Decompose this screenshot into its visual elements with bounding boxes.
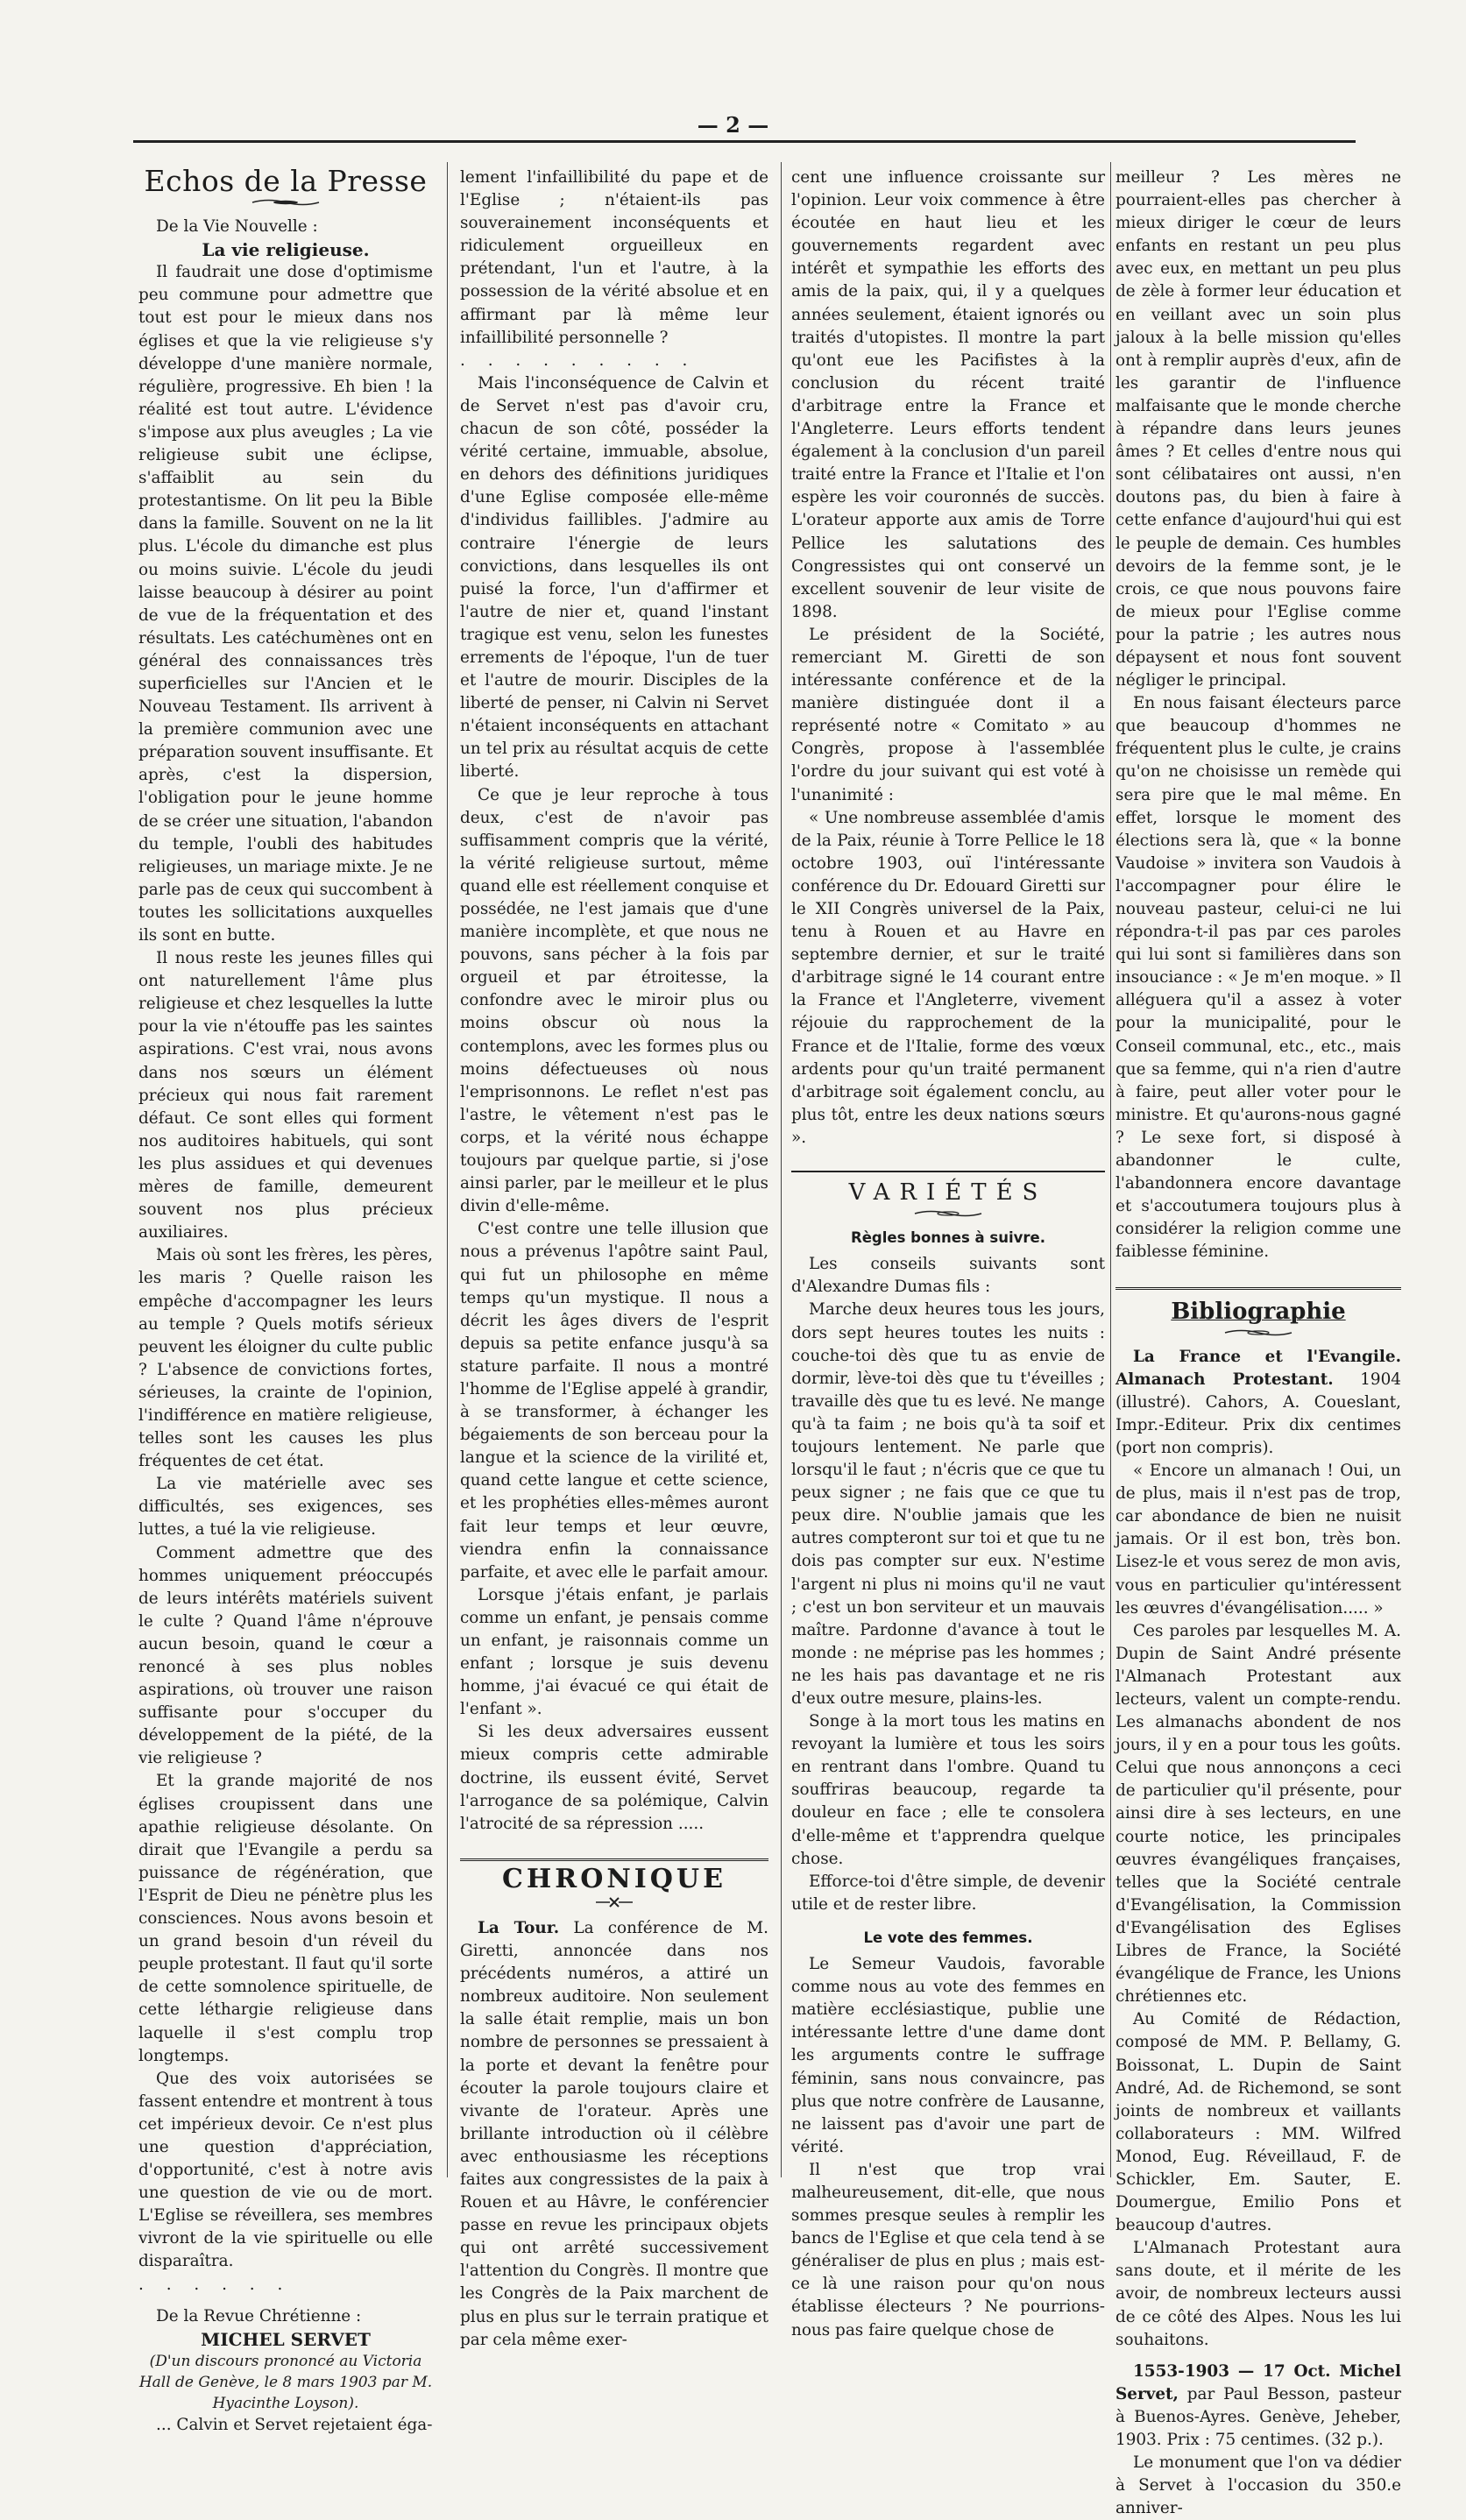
paragraph: C'est contre une telle illusion que nous a prévenus l'apôtre saint Paul, qui fut un philosophe en même temps qu'un mystique. Il nous a décrit les âges divers de l'esprit depuis sa petite enfance jusqu'à sa stature parfaite. Il nous a montré l'homme de l'Eglise appelé à grandir, à se transformer, à échanger les bégaiements de son berceau pour la langue et la science de la virilité et, quand cette langue et cette science, et les prophéties elles-mêmes auront fait leur temps et leur œuvre, viendra enfin la connaissance parfaite, et avec elle le parfait amour. bbox=[460, 1220, 768, 1582]
chronique-lead: La Tour. bbox=[478, 1918, 560, 1937]
article-subtitle: (D'un discours prononcé au Victoria Hall de Genève, le 8 mars 1903 par M. Hyacinthe Loyson). bbox=[138, 2352, 433, 2412]
source-label: De la Revue Chrétienne : bbox=[156, 2306, 362, 2325]
paragraph: Les conseils suivants sont d'Alexandre Dumas fils : bbox=[791, 1255, 1105, 1297]
article-heading: La vie religieuse. bbox=[202, 239, 370, 261]
paragraph bbox=[460, 1917, 768, 2352]
ellipsis-dots: . . . . . . bbox=[138, 2275, 292, 2294]
paragraph: Il faudrait une dose d'optimisme peu commune pour admettre que tout est pour le mieux dans nos églises et que la vie religieuse s'y développe d'une manière normale, régulière, progressive. Eh bien ! la réalité est tout autre. L'évidence s'impose aux plus aveugles ; La vie religieuse subit une éclipse, s'affaiblit au sein du protestantisme. On lit peu la Bible dans la famille. Souvent on ne la lit plus. L'école du dimanche est plus ou moins suivie. L'école du jeudi laisse beaucoup à désirer au point de vue de la fréquentation et des résultats. Les catéchumènes ont en général des connaissances très superficielles sur l'Ancien et le Nouveau Testament. Ils arrivent à la première communion avec une préparation souvent insuffisante. Et après, c'est la dispersion, l'obligation pour le jeune homme de se créer une situation, l'abandon du temple, l'oubli des habitudes religieuses, un mariage mixte. Je ne parle pas de ceux qui succombent à toutes les sollicitations auxquelles ils sont en butte. bbox=[138, 263, 433, 945]
ornament-swash-icon bbox=[1223, 1328, 1293, 1337]
book-title: La France et l'Evangile. Almanach Protestant. bbox=[1115, 1347, 1401, 1389]
column-divider bbox=[447, 162, 448, 2177]
paragraph: Le président de la Société, remerciant M. Giretti de son intéressante conférence et de la manière distinguée dont il a représenté notre « Comitato » au Congrès, propose à l'assemblée l'ordre du jour suivant qui est voté à l'unanimité : bbox=[791, 625, 1105, 804]
paragraph: Il n'est que trop vrai malheureusement, dit-elle, que nous sommes presque seules à remplir les bancs de l'Eglise et que cela tend à se généraliser de plus en plus ; mais est-ce là une raison pour qu'on nous établisse électeurs ? Ne pourrions-nous pas faire quelque chose de bbox=[791, 2160, 1105, 2339]
paragraph: En nous faisant électeurs parce que beaucoup d'hommes ne fréquentent plus le culte, je crains qu'on ne choisisse un remède qui sera pire que le mal même. En effet, lorsque le moment des élections sera là, que « la bonne Vaudoise » invitera son Vaudois à l'accompagner pour élire le nouveau pasteur, celui-ci ne lui répondra-t-il pas par ces paroles qui lui sont si familières dans son insouciance : « Je m'en moque. » Il alléguera qu'il a assez à voter pour la municipalité, pour le Conseil communal, etc., etc., mais que sa femme, qui n'a rien d'autre à faire, peut aller voter pour le ministre. Et qu'aurons-nous gagné ? Le sexe fort, si disposé à abandonner le culte, l'abandonnera encore davantage et s'accoutumera toujours plus à considérer la religion comme une faiblesse féminine. bbox=[1115, 694, 1401, 1262]
paragraph: Comment admettre que des hommes uniquement préoccupés de leurs intérêts matériels suivent le culte ? Quand l'âme n'éprouve aucun besoin, quand le cœur a renoncé à ses plus nobles aspirations, où trouver une raison suffisante pour s'occuper du développement de la piété, de la vie religieuse ? bbox=[138, 1543, 433, 1768]
paragraph: Ces paroles par lesquelles M. A. Dupin de Saint André présente l'Almanach Protestant aux lecteurs, valent un compte-rendu. Les almanachs abondent de nos jours, il y en a pour tous les goûts. Celui que nous annonçons a ceci de particulier qu'il présente, pour ainsi dire à ses lecteurs, en une courte notice, les principales œuvres évangéliques françaises, telles que la Société centrale d'Evangélisation, la Commission d'Evangélisation des Eglises Libres de France, la Société évangélique de France, les Unions chrétiennes etc. bbox=[1115, 1621, 1401, 2007]
paragraph: Marche deux heures tous les jours, dors sept heures toutes les nuits : couche-toi dès que tu as envie de dormir, lève-toi dès que tu t'éveilles ; travaille dès que tu es levé. Ne mange qu'à ta faim ; ne bois qu'à ta soif et toujours lentement. Ne parle que lorsqu'il le faut ; n'écris que ce que tu peux signer ; ne fais que ce que tu peux dire. N'oublie jamais que les autres compteront sur toi et que tu ne dois pas compter sur eux. N'estime l'argent ni plus ni moins qu'il ne vaut ; c'est un bon serviteur et un mauvais maître. Pardonne d'avance à tout le monde : ne méprise pas les hommes ; ne les hais pas davantage et ne ris d'eux outre mesure, plains-les. bbox=[791, 1300, 1105, 1708]
paragraph: cent une influence croissante sur l'opinion. Leur voix commence à être écoutée en haut lieu et les gouvernements regardent avec intérêt et sympathie les efforts des amis de la paix, qui, il y a quelques années seulement, étaient ignorés ou traités d'utopistes. Il montre la part qu'ont eue les Pacifistes à la conclusion du récent traité d'arbitrage entre la France et l'Angleterre. Leurs efforts tendent également à la conclusion d'un pareil traité entre la France et l'Italie et l'on espère les voir couronnés de succès. L'orateur apporte aux amis de Torre Pellice les salutations des Congressistes qui ont conservé un excellent souvenir de leur visite de 1898. bbox=[791, 168, 1105, 621]
article-heading: Le vote des femmes. bbox=[863, 1929, 1033, 1946]
book-details: 1904 (illustré). Cahors, A. Coueslant, Impr.-Editeur. Prix dix centimes (port non compris). bbox=[1115, 1370, 1401, 1457]
paragraph: « Encore un almanach ! Oui, un de plus, mais il n'est pas de trop, car abondance de bien ne nuisit jamais. Or il est bon, très bon. Lisez-le et vous serez de mon avis, vous en particulier qu'intéressent les œuvres d'évangélisation..... » bbox=[1115, 1462, 1401, 1617]
article-heading: Règles bonnes à suivre. bbox=[851, 1229, 1045, 1247]
book-title: 1553-1903 — 17 Oct. Michel Servet, bbox=[1115, 2361, 1401, 2403]
section-title-bibliographie: Bibliographie bbox=[1171, 1298, 1346, 1325]
section-rule bbox=[460, 1858, 768, 1861]
page-number: — 2 — bbox=[697, 112, 769, 138]
section-title-varietes: VARIÉTÉS bbox=[848, 1179, 1048, 1207]
column-divider bbox=[1110, 162, 1111, 2177]
ornament-fleuron-icon bbox=[592, 1896, 636, 1908]
paragraph: Mais où sont les frères, les pères, les maris ? Quelle raison les empêche d'accompagner les leurs au temple ? Quels motifs sérieux peuvent les éloigner du culte public ? L'absence de convictions fortes, sérieuses, la crainte de l'opinion, l'indifférence en matière religieuse, telles sont les causes les plus fréquentes de cet état. bbox=[138, 1246, 433, 1471]
paragraph: Lorsque j'étais enfant, je parlais comme un enfant, je pensais comme un enfant, je raisonnais comme un enfant ; lorsque je suis devenu homme, j'ai évacué ce qui était de l'enfant ». bbox=[460, 1585, 768, 1719]
section-rule bbox=[1115, 1287, 1401, 1290]
column-3 bbox=[791, 166, 1105, 2339]
paragraph: lement l'infaillibilité du pape et de l'Eglise ; n'étaient-ils pas souverainement inconséquents et ridiculement orgueilleux en prétendant, l'un et l'autre, à la possession de la vérité absolue et en affirmant par là même leur infaillibilité personnelle ? bbox=[460, 168, 768, 347]
paragraph bbox=[1115, 2361, 1401, 2452]
paragraph: ... Calvin et Servet rejetaient éga- bbox=[156, 2415, 433, 2434]
book-details: par Paul Besson, pasteur à Buenos-Ayres. Genève, Jeheber, 1903. Prix : 75 centimes. (32 p.). bbox=[1115, 2384, 1401, 2449]
section-title-chronique: CHRONIQUE bbox=[502, 1863, 726, 1894]
paragraph: Ce que je leur reproche à tous deux, c'est de n'avoir pas suffisamment compris que la vérité, la vérité religieuse surtout, même quand elle est réellement conquise et possédée, ne l'est jamais que d'une manière incomplète, et que nous ne pouvons, sans pécher à la fois par orgueil et par étroitesse, la confondre avec le miroir plus ou moins obscur où nous la contemplons, avec les formes plus ou moins défectueuses où nous l'emprisonnons. Le reflet n'est pas l'astre, le vêtement n'est pas le corps, et la vérité nous échappe toujours par quelque partie, si j'ose ainsi parler, par le meilleur et le plus divin d'elle-même. bbox=[460, 785, 768, 1216]
section-rule bbox=[791, 1171, 1105, 1172]
paragraph: Si les deux adversaires eussent mieux compris cette admirable doctrine, ils eussent évité, Servet l'arrogance de sa polémique, Calvin l'atrocité de sa répression ..... bbox=[460, 1723, 768, 1833]
column-divider bbox=[781, 162, 782, 2177]
paragraph bbox=[1115, 1346, 1401, 1460]
source-label: De la Vie Nouvelle : bbox=[156, 217, 318, 237]
section-title-echos: Echos de la Presse bbox=[144, 164, 428, 198]
paragraph: Et la grande majorité de nos églises croupissent dans une apathie religieuse désolante. On dirait que l'Evangile a perdu sa puissance de régénération, que l'Esprit de Dieu ne pénètre plus les consciences. Nous avons besoin et un grand besoin d'un réveil du peuple protestant. Il faut qu'il sorte de cette somnolence spirituelle, de cette léthargie religieuse dans laquelle il s'est complu trop longtemps. bbox=[138, 1772, 433, 2065]
paragraph: Que des voix autorisées se fassent entendre et montrent à tous cet impérieux devoir. Ce n'est plus une question d'appréciation, d'opportunité, c'est à notre avis une question de vie ou de mort. L'Eglise se réveillera, ses membres vivront de la vie spirituelle ou elle disparaîtra. bbox=[138, 2069, 433, 2271]
ornament-swash-icon bbox=[251, 198, 321, 207]
paragraph: Le Semeur Vaudois, favorable comme nous au vote des femmes en matière ecclésiastique, publie une intéressante lettre d'une dame dont les arguments contre le suffrage féminin, sans nous convaincre, pas plus que notre confrère de Lausanne, ne laissent pas d'avoir une part de vérité. bbox=[791, 1955, 1105, 2156]
ellipsis-dots: . . . . . . . . . bbox=[460, 350, 697, 370]
paragraph: Au Comité de Rédaction, composé de MM. P. Bellamy, G. Boissonat, L. Dupin de Saint André, Ad. de Richemond, se sont joints de nombreux et vaillants collaborateurs : MM. Wilfred Monod, Eug. Réveillaud, F. de Schickler, Em. Sauter, E. Doumergue, Emilio Pons et beaucoup d'autres. bbox=[1115, 2010, 1401, 2235]
column-4 bbox=[1115, 166, 1401, 2518]
paragraph: « Une nombreuse assemblée d'amis de la Paix, réunie à Torre Pellice le 18 octobre 1903, ouï l'intéressante conférence du Dr. Edouard Giretti sur le XII Congrès universel de la Paix, tenu à Rouen et au Havre en septembre dernier, et sur le traité d'arbitrage signé le 14 courant entre la France et l'Angleterre, vivement réjouie du rapprochement de la France et de l'Italie, forme des vœux ardents pour qu'un traité permanent d'arbitrage soit également conclu, au plus tôt, entre les deux nations sœurs ». bbox=[791, 808, 1105, 1147]
ornament-swash-icon bbox=[913, 1209, 983, 1218]
column-2 bbox=[460, 166, 768, 2349]
paragraph: Efforce-toi d'être simple, de devenir utile et de rester libre. bbox=[791, 1872, 1105, 1914]
paragraph: L'Almanach Protestant aura sans doute, et il mérite de les avoir, de nombreux lecteurs aussi de ce côté des Alpes. Nous les lui souhaitons. bbox=[1115, 2239, 1401, 2349]
paragraph: Mais l'inconséquence de Calvin et de Servet n'est pas d'avoir cru, chacun de son côté, posséder la vérité certaine, immuable, absolue, en dehors des définitions juridiques d'une Eglise composée elle-même d'individus faillibles. J'admire au contraire l'énergie de leurs convictions, dans lesquelles ils ont puisé la force, l'un d'affirmer et l'autre de nier et, quand l'instant tragique est venu, selon les funestes errements de l'époque, l'un de tuer et l'autre de mourir. Disciples de la liberté de penser, ni Calvin ni Servet n'étaient inconséquents en attachant un tel prix au résultat acquis de cette liberté. bbox=[460, 373, 768, 782]
paragraph: Il nous reste les jeunes filles qui ont naturellement l'âme plus religieuse et chez lesquelles la lutte pour la vie n'étouffe pas les saintes aspirations. C'est vrai, nous avons dans nos sœurs un élément précieux qui nous fait rarement défaut. Ce sont elles qui forment nos auditoires habituels, qui sont les plus assidues et qui devenues mères de famille, demeurent souvent nos plus précieux auxiliaires. bbox=[138, 949, 433, 1242]
article-heading: MICHEL SERVET bbox=[201, 2328, 371, 2350]
paragraph: Le monument que l'on va dédier à Servet à l'occasion du 350.e anniver- bbox=[1115, 2453, 1401, 2518]
column-1 bbox=[138, 164, 433, 2434]
paragraph: La vie matérielle avec ses difficultés, ses exigences, ses luttes, a tué la vie religieuse. bbox=[138, 1475, 433, 1540]
paragraph: meilleur ? Les mères ne pourraient-elles pas chercher à mieux diriger le cœur de leurs enfants en restant un peu plus avec eux, en mettant un peu plus de zèle à former leur éducation et en veillant avec un soin plus jaloux à la belle mission qu'elles ont à remplir auprès d'eux, afin de les garantir de l'influence malfaisante que le monde cherche à répandre dans leurs jeunes âmes ? Et celles d'entre nous qui sont célibataires ont aussi, n'en doutons pas, du bien à faire à cette enfance d'aujourd'hui qui est le peuple de demain. Ces humbles devoirs de la femme sont, je le crois, ce que nous pouvons faire de mieux pour l'Eglise comme pour la patrie ; les autres nous dépaysent et nous font souvent négliger le principal. bbox=[1115, 168, 1401, 690]
chronique-text: La conférence de M. Giretti, annoncée dans nos précédents numéros, a attiré un nombreux auditoire. Non seulement la salle était remplie, mais un bon nombre de personnes se pressaient à la porte et devant la fenêtre pour écouter la parole toujours claire et vivante de l'orateur. Après une brillante introduction où il célèbre avec enthousiasme les réceptions faites aux congressistes de la paix à Rouen et au Hâvre, le conférencier passe en revue les principaux objets qui ont arrêté successivement l'attention du Congrès. Il montre que les Congrès de la Paix marchent de plus en plus sur le terrain pratique et par cela même exer- bbox=[460, 1918, 768, 2349]
paragraph: Songe à la mort tous les matins en revoyant la lumière et tous les soirs en rentrant dans l'ombre. Quand tu souffriras beaucoup, regarde ta douleur en face ; elle te consolera d'elle-même et t'apprendra quelque chose. bbox=[791, 1712, 1105, 1868]
header-rule bbox=[133, 140, 1356, 143]
